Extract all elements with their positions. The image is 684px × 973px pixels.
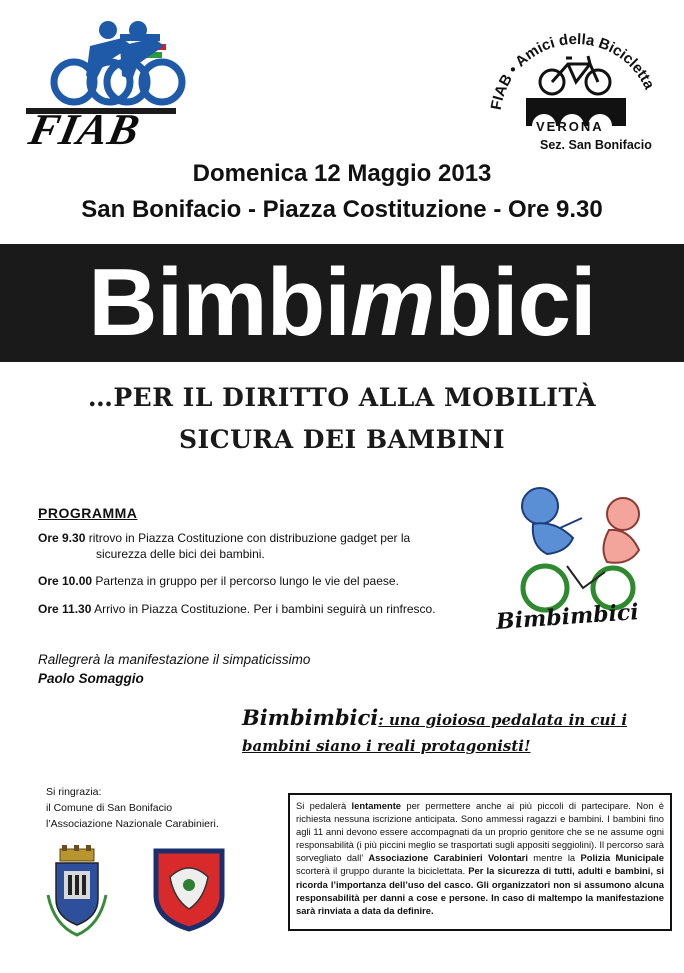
- program-text-continued: sicurezza delle bici dei bambini.: [96, 547, 265, 561]
- program-item: [38, 530, 498, 562]
- tagline-brand: Bimbimbici: [242, 705, 379, 730]
- banner-title-start: Bimbi: [88, 249, 350, 356]
- notice-bold: Associazione Carabinieri Volontari: [368, 852, 528, 864]
- program-text: Partenza in gruppo per il percorso lungo le vie del paese.: [95, 574, 399, 588]
- notice-bold: lentamente: [351, 800, 402, 811]
- notice-text: Si pedalerà: [296, 800, 352, 811]
- thanks-block: [46, 784, 219, 832]
- slogan-line-1: …PER IL DIRITTO ALLA MOBILITÀ: [87, 383, 597, 412]
- safety-notice: [288, 793, 672, 931]
- amici-city: VERONA: [536, 119, 604, 134]
- programma-heading: PROGRAMMA: [38, 505, 138, 521]
- tagline: [242, 705, 662, 759]
- carabinieri-badge-icon: [150, 845, 228, 933]
- program-time: Ore 9.30: [38, 531, 86, 545]
- entertainment-line: Rallegrerà la manifestazione il simpaticissimo: [38, 652, 311, 667]
- event-date: Domenica 12 Maggio 2013: [192, 160, 492, 187]
- program-time: Ore 10.00: [38, 574, 93, 588]
- program-item: [38, 573, 498, 589]
- program-text: Arrivo in Piazza Costituzione. Per i bambini seguirà un rinfresco.: [94, 602, 436, 616]
- notice-text: mentre la: [527, 852, 581, 864]
- notice-text: scorterà il gruppo durante la biciclettata.: [296, 865, 469, 877]
- program-time: Ore 11.30: [38, 602, 92, 616]
- illustration-caption: Bimbimbici: [495, 599, 640, 635]
- slogan-line-2: SICURA DEI BAMBINI: [178, 425, 506, 454]
- notice-bold: Polizia Municipale: [580, 852, 664, 864]
- program-text: ritrovo in Piazza Costituzione con distribuzione gadget per la: [88, 531, 411, 545]
- thanks-line: l’Associazione Nazionale Carabinieri.: [46, 818, 219, 830]
- notice-text: per permettere anche ai più piccoli di partecipare. Non è richiesta nessuna iscrizione anticipata. Sono ammessi ragazzi e bambini. I bambini fino agli 11 anni devono essere accompagnati da un proprio genitore che se ne assume ogni responsabilità (i più piccini meglio se trasportati sugli appositi seggiolini). Il percorso sarà sorvegliato dall’: [296, 800, 664, 864]
- thanks-title: Si ringrazia:: [46, 786, 102, 798]
- thanks-line: il Comune di San Bonifacio: [46, 802, 173, 814]
- banner-title: [0, 248, 684, 358]
- amici-section: Sez. San Bonifacio: [540, 138, 652, 152]
- fiab-logo-text: FIAB: [24, 105, 145, 154]
- program-item: [38, 601, 498, 617]
- tagline-text: : una gioiosa pedalata in cui i bambini siano i reali protagonisti!: [242, 711, 628, 755]
- event-place-time: San Bonifacio - Piazza Costituzione - Ore 9.30: [81, 196, 603, 223]
- entertainment-note: [38, 650, 310, 688]
- notice-bold: Per la sicurezza di tutti, adulti e bambini, si ricorda l’importanza dell’uso del casco. Gli organizzatori non si assumono alcuna responsabilità per danni a cose e persone. In caso di maltempo la manifestazione sarà rinviata a data da definire.: [296, 865, 664, 916]
- entertainer-name: Paolo Somaggio: [38, 671, 144, 686]
- amici-arc-text: FIAB • Amici della Bicicletta: [487, 30, 658, 112]
- banner-title-end: bici: [434, 249, 596, 356]
- coat-of-arms-icon: [42, 845, 112, 940]
- banner-title-mid: m: [349, 249, 435, 356]
